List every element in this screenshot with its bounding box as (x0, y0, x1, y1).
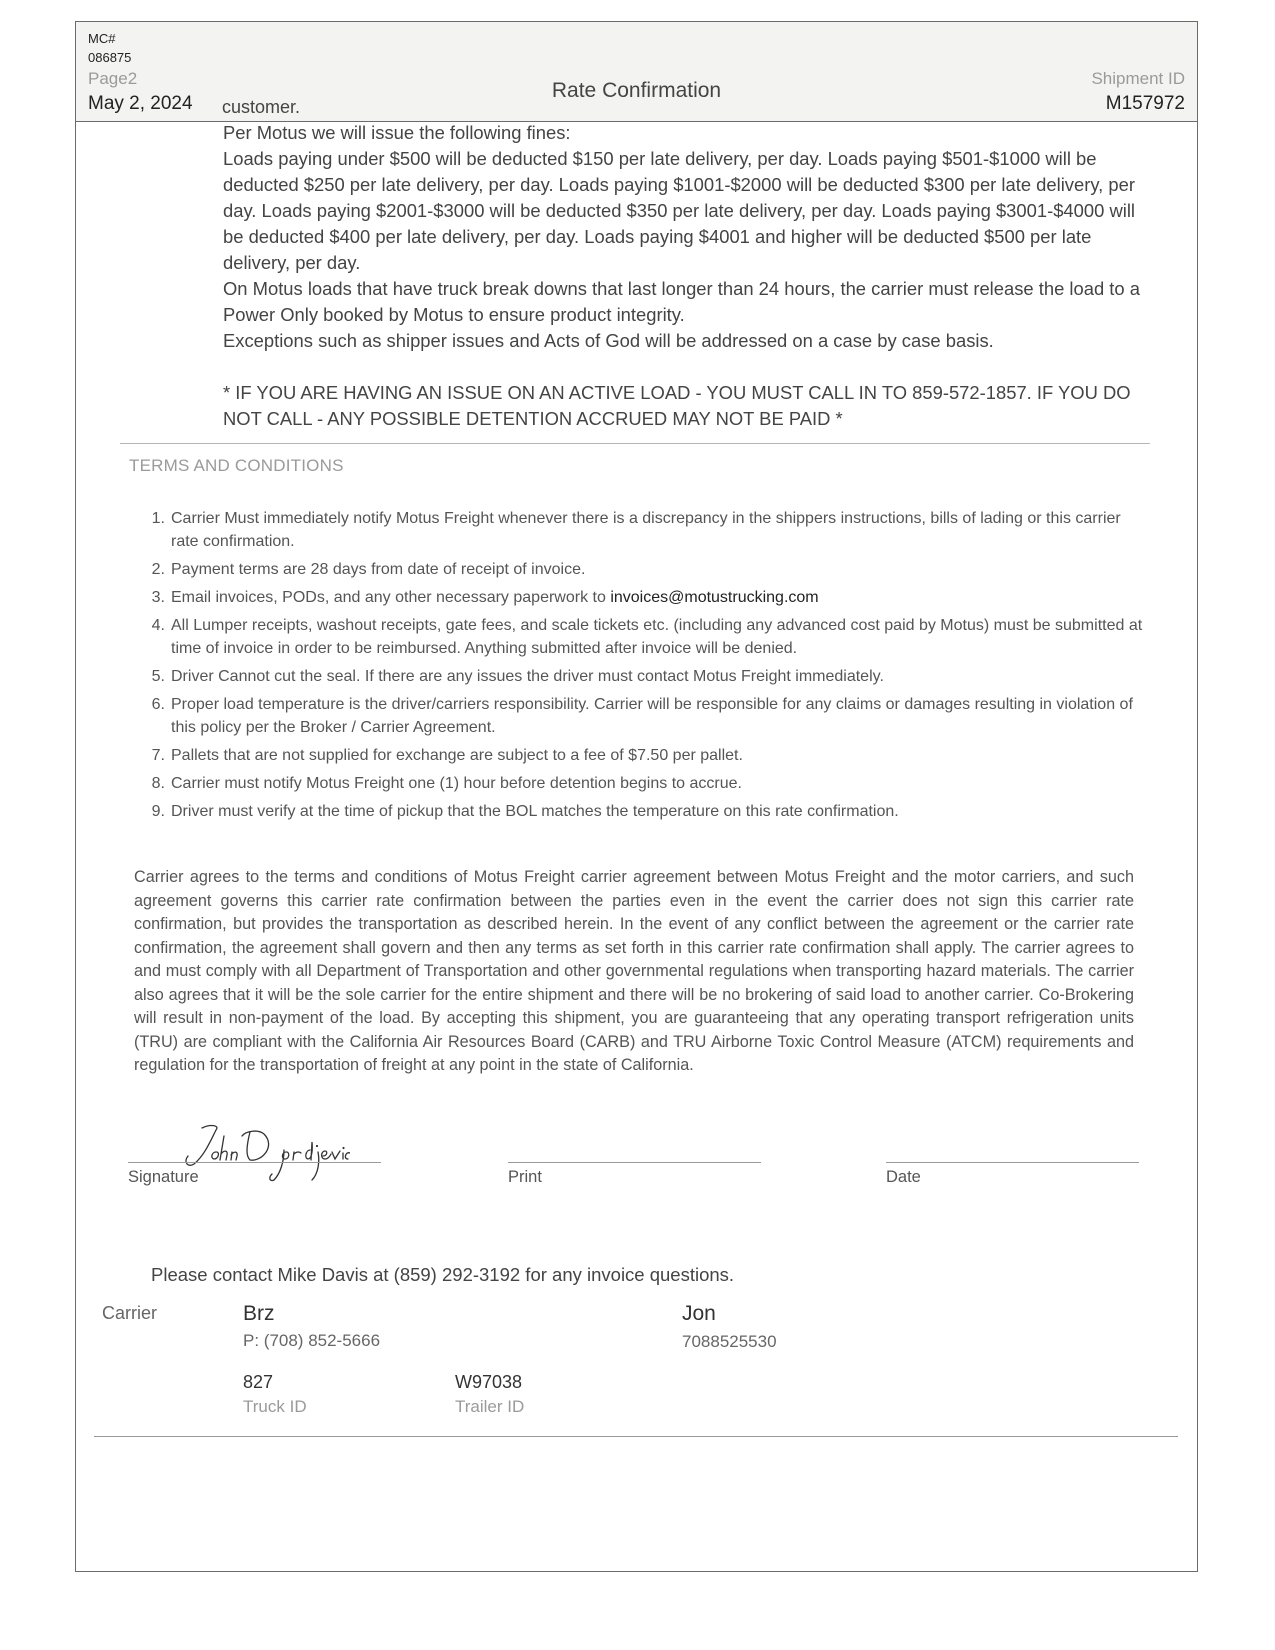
invoice-email-link[interactable]: invoices@motustrucking.com (610, 589, 819, 606)
terms-item: 6. Proper load temperature is the driver/carriers responsibility. Carrier will be responsible for any claims or damages resulting in violation of this policy per the Broker / Carrier Agreement. (151, 696, 1133, 736)
terms-item: 7. Pallets that are not supplied for exchange are subject to a fee of $7.50 per pallet. (151, 747, 743, 764)
terms-item: 2. Payment terms are 28 days from date of receipt of invoice. (151, 561, 586, 578)
terms-title: TERMS AND CONDITIONS (129, 456, 344, 475)
terms-item: 3. Email invoices, PODs, and any other necessary paperwork to invoices@motustrucking.com (151, 589, 819, 606)
carrier-agreement-text: Carrier agrees to the terms and conditions of Motus Freight carrier agreement between Motus Freight and the motor carriers, and such agreement governs this carrier rate confirmation between the parties even in the event the carrier does not sign this carrier rate confirmation, but provides the transportation as described herein. In the event of any conflict between the agreement or the carrier rate confirmation, the agreement shall govern and then any terms as set forth in this carrier rate confirmation shall apply. The carrier agrees to and must comply with all Department of Transportation and other governmental regulations when transporting hazard materials. The carrier also agrees that it will be the sole carrier for the entire shipment and there will be no brokering of said load to another carrier. Co-Brokering will result in non-payment of the load. By accepting this shipment, you are guaranteeing that any operating transport refrigeration units (TRU) are compliant with the California Air Resources Board (CARB) and TRU Airborne Toxic Control Measure (ATCM) requirements and regulation for the transportation of freight at any point in the state of California. (134, 868, 1134, 1074)
shipment-id-label: Shipment ID (1091, 69, 1185, 88)
divider (94, 1436, 1178, 1437)
terms-list (145, 507, 1145, 828)
driver-phone: 7088525530 (682, 1332, 777, 1351)
trailer-id: W97038 (455, 1372, 523, 1392)
note-line: Loads paying under $500 will be deducted $150 per late delivery, per day. Loads paying $501-$1000 will be deducted $250 per late delivery, per day. Loads paying $1001-$2000 will be deducted $300 per late delivery, per day. Loads paying $2001-$3000 will be deducted $350 per late delivery, per day. Loads paying $3001-$4000 will be deducted $400 per late delivery, per day. Loads paying $4001 and higher will be deducted $500 per late delivery, per day. (223, 148, 1135, 273)
note-line: On Motus loads that have truck break downs that last longer than 24 hours, the carrier must release the load to a Power Only booked by Motus to ensure product integrity. (223, 278, 1140, 325)
terms-item: 4. All Lumper receipts, washout receipts, gate fees, and scale tickets etc. (including any advanced cost paid by Motus) must be submitted at time of invoice in order to be reimbursed. Anything submitted after invoice will be denied. (151, 617, 1143, 657)
date-line[interactable] (886, 1162, 1139, 1163)
trailer-id-label: Trailer ID (455, 1397, 525, 1416)
page-title: Rate Confirmation (551, 79, 722, 102)
carrier-name: Brz (243, 1302, 275, 1325)
note-warning: * IF YOU ARE HAVING AN ISSUE ON AN ACTIVE LOAD - YOU MUST CALL IN TO 859-572-1857. IF YOU DO NOT CALL - ANY POSSIBLE DETENTION ACCRUED MAY NOT BE PAID * (223, 382, 1131, 429)
handwritten-signature (180, 1122, 350, 1184)
shipment-id: M157972 (1105, 93, 1185, 114)
terms-item: 5. Driver Cannot cut the seal. If there are any issues the driver must contact Motus Freight immediately. (151, 668, 884, 685)
terms-item: 9. Driver must verify at the time of pickup that the BOL matches the temperature on this rate confirmation. (151, 803, 899, 820)
truck-id-label: Truck ID (243, 1397, 307, 1416)
signature-line (128, 1162, 381, 1163)
page-header (76, 22, 1197, 122)
mc-label: MC# (88, 31, 116, 46)
divider (120, 443, 1150, 444)
print-label: Print (508, 1168, 542, 1186)
date-label: Date (886, 1168, 921, 1186)
document-date: May 2, 2024 (88, 93, 193, 114)
invoice-contact: Please contact Mike Davis at (859) 292-3192 for any invoice questions. (151, 1264, 735, 1285)
print-line[interactable] (508, 1162, 761, 1163)
continued-text: customer. (222, 97, 301, 117)
carrier-phone: P: (708) 852-5666 (243, 1331, 381, 1350)
note-line: Per Motus we will issue the following fines: (223, 122, 571, 143)
special-instructions (223, 120, 1143, 432)
truck-id: 827 (243, 1372, 274, 1392)
carrier-label: Carrier (102, 1303, 158, 1323)
terms-item: 8. Carrier must notify Motus Freight one (1) hour before detention begins to accrue. (151, 775, 742, 792)
mc-number: 086875 (88, 50, 132, 65)
signature-label: Signature (128, 1168, 199, 1186)
page-number: Page2 (88, 69, 138, 88)
terms-item: 1. Carrier Must immediately notify Motus Freight whenever there is a discrepancy in the shippers instructions, bills of lading or this carrier rate confirmation. (151, 510, 1121, 550)
driver-name: Jon (682, 1302, 716, 1325)
note-line: Exceptions such as shipper issues and Acts of God will be addressed on a case by case basis. (223, 330, 994, 351)
mc-block (88, 29, 131, 67)
